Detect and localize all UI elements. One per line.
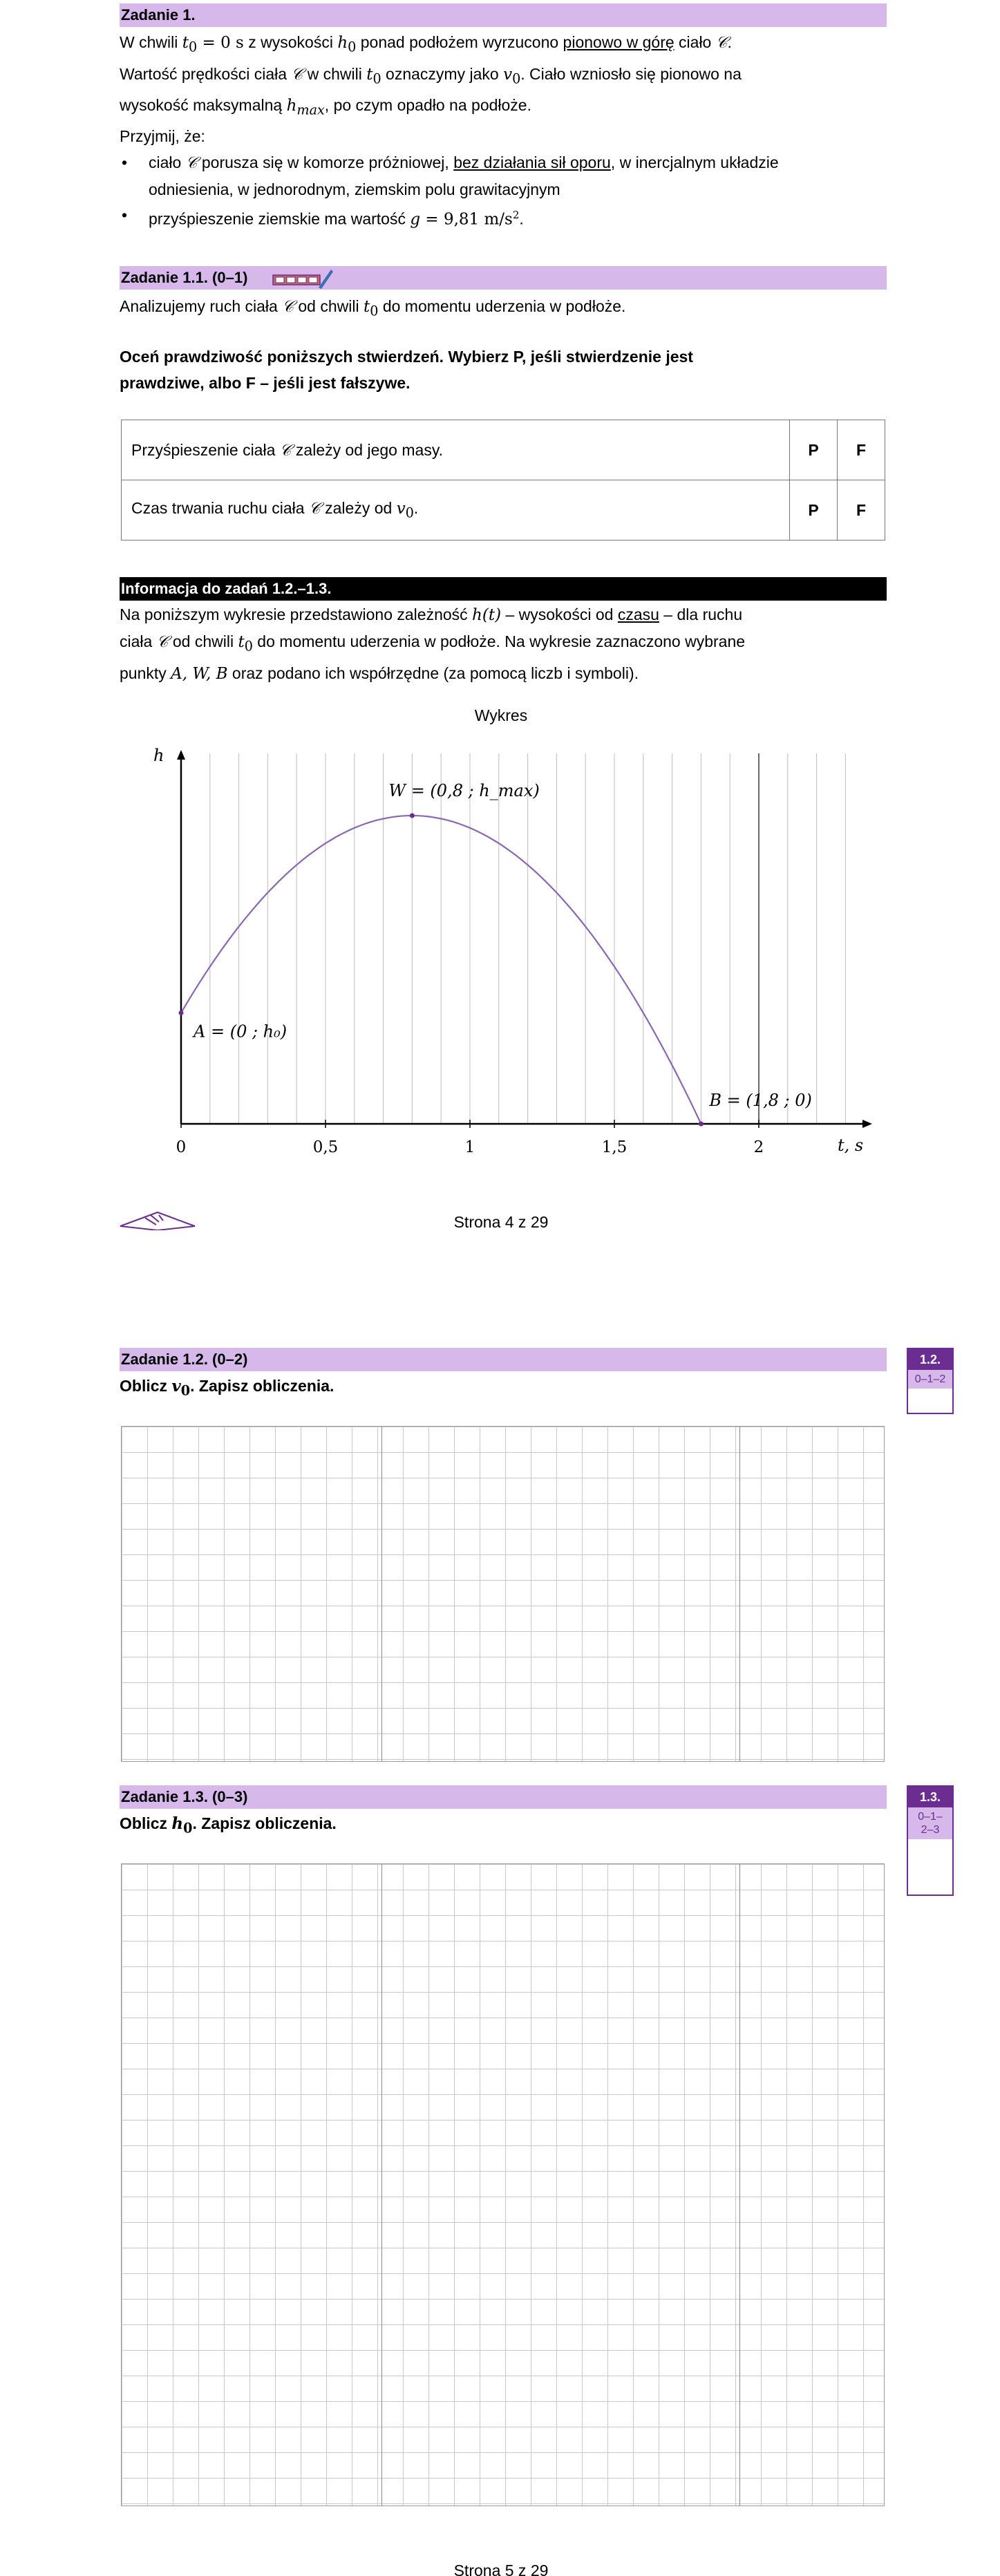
statement-2: Czas trwania ruchu ciała 𝒞 zależy od $v_0$. xyxy=(122,480,790,540)
answer-p-2[interactable]: P xyxy=(790,480,838,540)
page-number-4: Strona 4 z 29 xyxy=(453,1213,549,1228)
table-row xyxy=(122,420,885,480)
table-row xyxy=(122,480,885,540)
answer-f-2[interactable]: F xyxy=(838,480,885,540)
task-1-1-instruction: Oceń prawdziwość poniższych stwierdzeń. Wybierz P, jeśli stwierdzenie jest prawdziwe, albo F – jeśli jest fałszywe. xyxy=(120,348,693,392)
task-1-1-text: Analizujemy ruch ciała 𝒞 od chwili $t_0$ do momentu uderzenia w podłoże. xyxy=(120,297,626,319)
height-time-chart xyxy=(138,740,885,1182)
page-number-5: Strona 5 z 29 xyxy=(453,2561,549,2576)
x-tick-label: 0 xyxy=(176,1138,187,1156)
y-axis-label: h xyxy=(153,746,164,765)
chart-title: Wykres xyxy=(474,706,528,724)
publisher-logo xyxy=(117,1208,200,1234)
point-B xyxy=(699,1122,704,1127)
task-1-2-header: Zadanie 1.2. (0–2) xyxy=(120,1348,887,1371)
point-A xyxy=(179,1010,184,1015)
info-text: Na poniższym wykresie przedstawiono zależność h(t) – wysokości od czasu – dla ruchu ciała 𝒞 od chwili $t_0$ do momentu uderzenia w podłoże. Na wykresie zaznaczono wybrane punkty A, W, B oraz podano ich współrzędne (za pomocą liczb i symboli). xyxy=(120,605,746,683)
true-false-table xyxy=(121,420,885,540)
score-box-range: 0–1– 2–3 xyxy=(908,1807,952,1839)
point-label-B: B = (1,8 ; 0) xyxy=(709,1091,812,1110)
score-box-title: 1.3. xyxy=(908,1787,952,1807)
x-tick-label: 1 xyxy=(464,1138,475,1156)
info-header: Informacja do zadań 1.2.–1.3. xyxy=(120,577,887,601)
intro-line-3: wysokość maksymalną $h_{max}$, po czym opadło na podłoże. xyxy=(120,96,531,118)
task-1-header: Zadanie 1. xyxy=(120,3,887,27)
task-1-3-header: Zadanie 1.3. (0–3) xyxy=(120,1785,887,1809)
task-difficulty-icon xyxy=(272,268,334,289)
x-axis-arrow xyxy=(862,1120,872,1128)
statement-1: Przyśpieszenie ciała 𝒞 zależy od jego masy. xyxy=(122,420,790,480)
answer-f-1[interactable]: F xyxy=(838,420,885,480)
task-1-intro xyxy=(120,29,894,124)
score-box-1-2 xyxy=(907,1348,954,1414)
task-1-1-header: Zadanie 1.1. (0–1) xyxy=(120,266,887,290)
point-label-A: A = (0 ; h₀) xyxy=(194,1022,287,1042)
score-box-1-3 xyxy=(907,1785,954,1896)
x-axis-label: t, s xyxy=(838,1136,864,1155)
task-1-2-instruction: Oblicz $v_0$. Zapisz obliczenia. xyxy=(120,1377,334,1399)
x-tick-label: 2 xyxy=(753,1138,764,1156)
intro-line-2: Wartość prędkości ciała 𝒞 w chwili $t_0$ oznaczymy jako $v_0$. Ciało wzniosło się pionowo na xyxy=(120,64,742,87)
point-label-W: W = (0,8 ; h_max) xyxy=(388,781,540,800)
assumption-bullet-2: • przyśpieszenie ziemskie ma wartość g = 9,81 $m/s^2$. xyxy=(122,206,524,229)
x-tick-label: 1,5 xyxy=(601,1138,628,1156)
x-tick-label: 0,5 xyxy=(312,1138,339,1156)
intro-line-1: W chwili $t_0 = 0$ s z wysokości $h_0$ ponad podłożem wyrzucono pionowo w górę ciało 𝒞. xyxy=(120,33,732,55)
score-box-title: 1.2. xyxy=(908,1349,952,1370)
assumption-bullet-1: • ciało 𝒞 porusza się w komorze próżniowej, bez działania sił oporu, w inercjalnym układzie odniesienia, w jednorodnym, ziemskim polu grawitacyjnym xyxy=(122,153,779,198)
calculation-grid-1-2[interactable] xyxy=(121,1426,885,1762)
task-1-3-instruction: Oblicz $h_0$. Zapisz obliczenia. xyxy=(120,1814,337,1836)
score-box-range: 0–1–2 xyxy=(908,1370,952,1389)
point-W xyxy=(410,814,415,818)
assume-label: Przyjmij, że: xyxy=(120,127,205,145)
calculation-grid-1-3[interactable] xyxy=(121,1863,885,2506)
answer-p-1[interactable]: P xyxy=(790,420,838,480)
y-axis-arrow xyxy=(177,750,185,760)
